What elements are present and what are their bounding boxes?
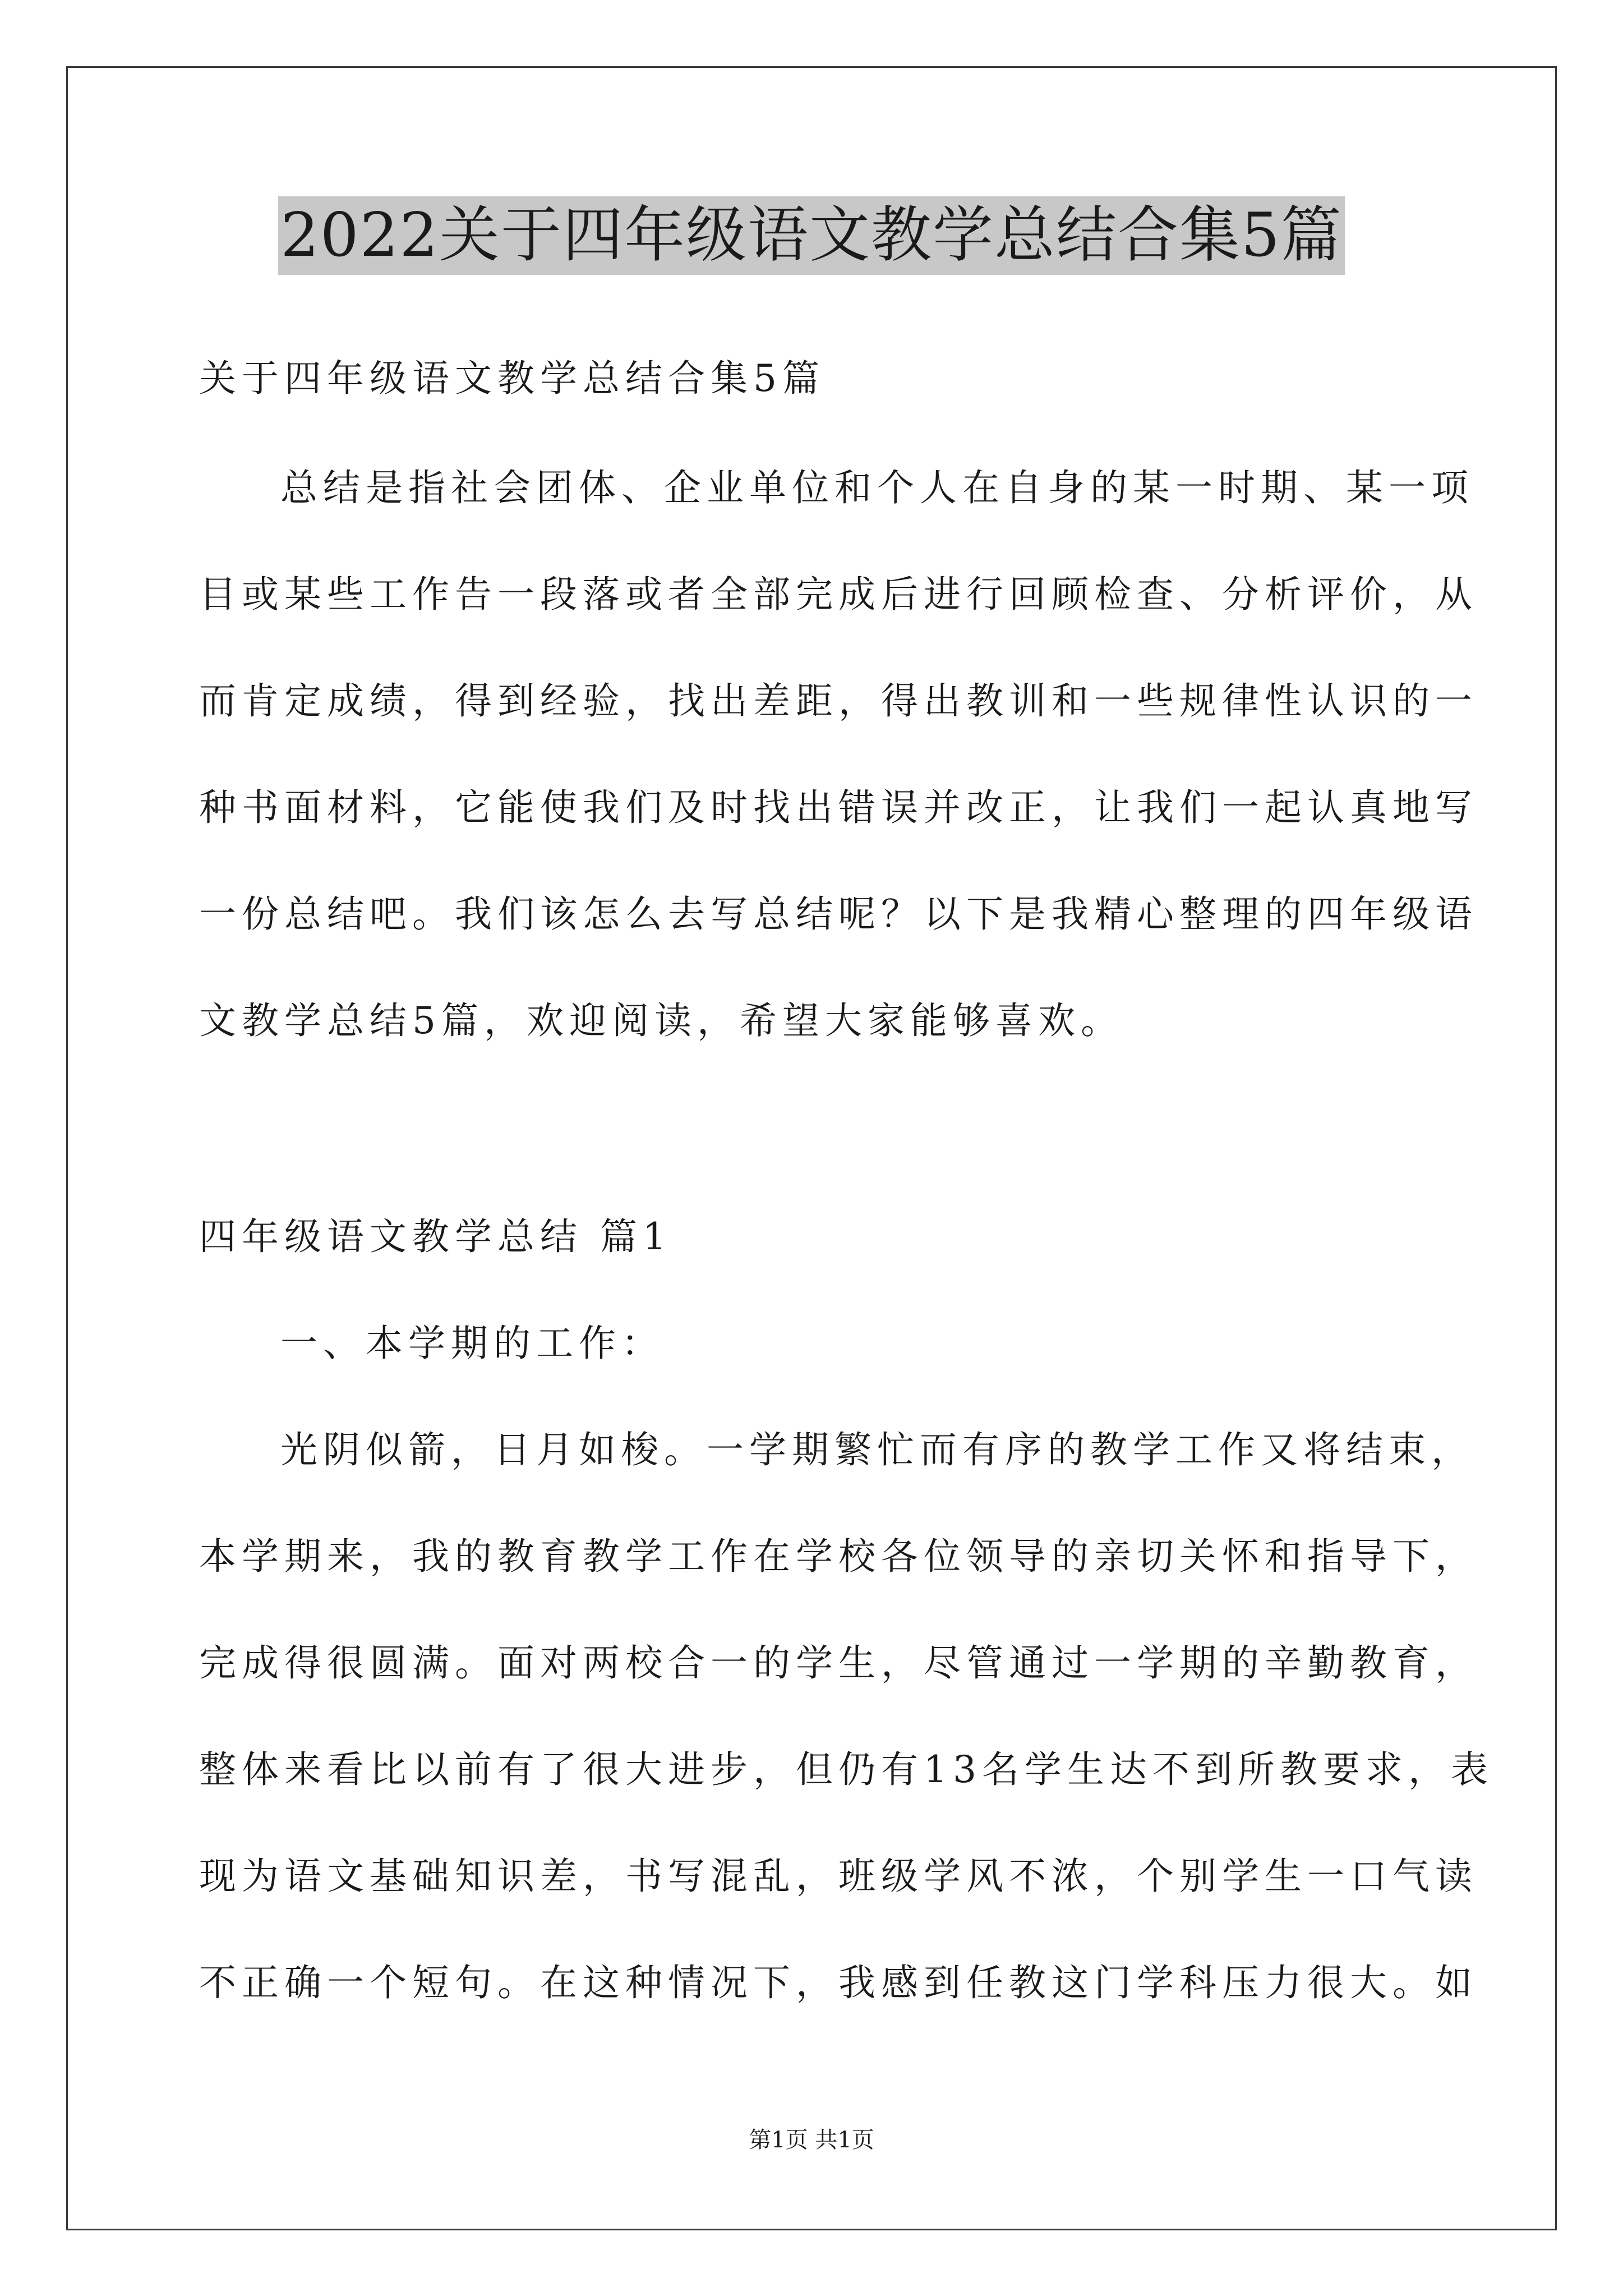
intro-line: 目或某些工作告一段落或者全部完成后进行回顾检查、分析评价，从 xyxy=(199,573,1478,616)
body-line: 光阴似箭，日月如梭。一学期繁忙而有序的教学工作又将结束， xyxy=(280,1428,1474,1471)
body-line: 本学期来，我的教育教学工作在学校各位领导的亲切关怀和指导下， xyxy=(199,1535,1478,1578)
intro-line: 种书面材料，它能使我们及时找出错误并改正，让我们一起认真地写 xyxy=(199,786,1478,829)
body-line: 完成得很圆满。面对两校合一的学生，尽管通过一学期的辛勤教育， xyxy=(199,1641,1478,1685)
page-footer: 第1页 共1页 xyxy=(749,2127,874,2153)
body-line: 整体来看比以前有了很大进步，但仍有13名学生达不到所教要求，表 xyxy=(199,1748,1493,1791)
intro-line: 总结是指社会团体、企业单位和个人在自身的某一时期、某一项 xyxy=(280,466,1474,509)
document-title: 2022关于四年级语文教学总结合集5篇 xyxy=(278,196,1345,275)
body-line: 现为语文基础知识差，书写混乱，班级学风不浓，个别学生一口气读 xyxy=(199,1855,1478,1898)
intro-line: 一份总结吧。我们该怎么去写总结呢？以下是我精心整理的四年级语 xyxy=(199,892,1478,936)
document-subtitle: 关于四年级语文教学总结合集5篇 xyxy=(199,357,825,400)
intro-line: 而肯定成绩，得到经验，找出差距，得出教训和一些规律性认识的一 xyxy=(199,679,1478,723)
title-container xyxy=(0,196,1623,275)
body-line: 不正确一个短句。在这种情况下，我感到任教这门学科压力很大。如 xyxy=(199,1961,1478,2004)
section-subheading: 一、本学期的工作： xyxy=(280,1322,664,1365)
intro-line: 文教学总结5篇，欢迎阅读，希望大家能够喜欢。 xyxy=(199,999,1123,1042)
section-heading: 四年级语文教学总结 篇1 xyxy=(199,1215,672,1258)
